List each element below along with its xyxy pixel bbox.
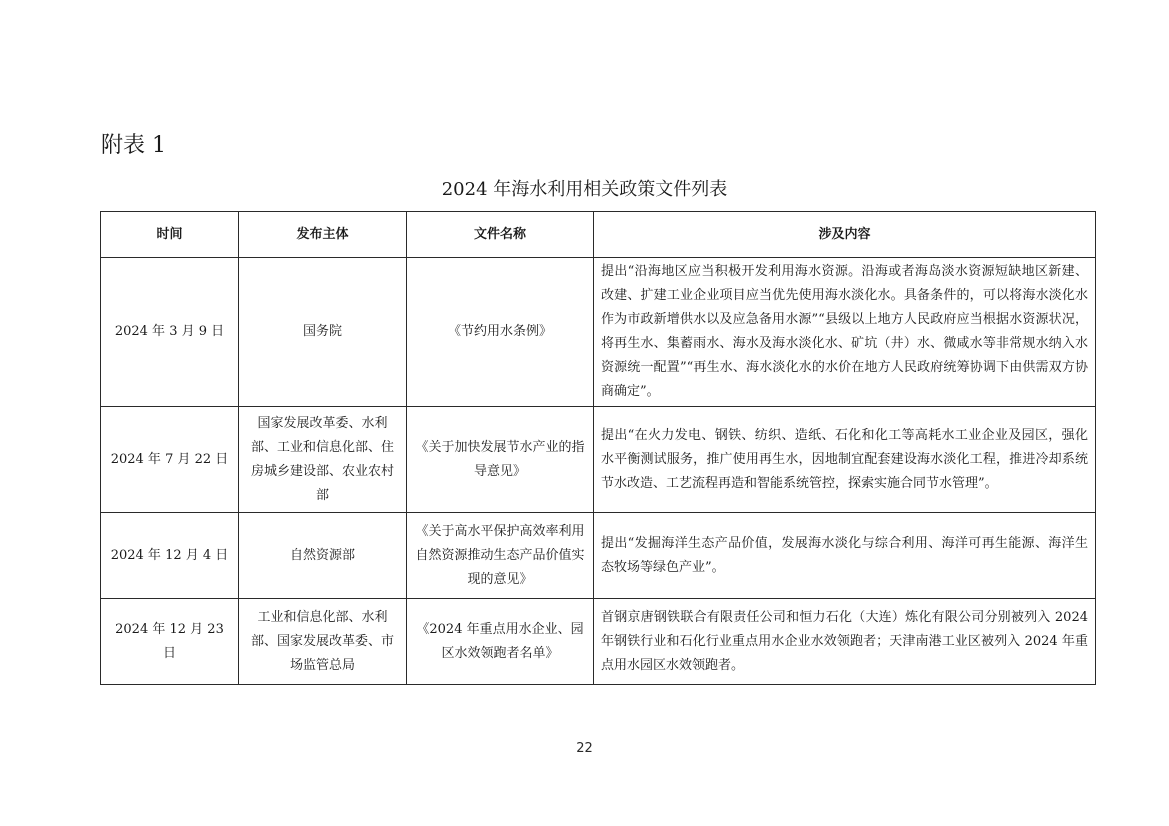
table-header-row <box>101 212 1096 258</box>
header-time: 时间 <box>101 212 239 258</box>
cell-content: 提出“发掘海洋生态产品价值，发展海水淡化与综合利用、海洋可再生能源、海洋生态牧场等绿色产业”。 <box>594 513 1096 599</box>
cell-time: 2024 年 3 月 9 日 <box>101 258 239 407</box>
cell-time: 2024 年 7 月 22 日 <box>101 407 239 513</box>
cell-document: 《关于高水平保护高效率利用自然资源推动生态产品价值实现的意见》 <box>407 513 594 599</box>
table-row <box>101 513 1096 599</box>
table-row <box>101 258 1096 407</box>
cell-issuer: 国家发展改革委、水利部、工业和信息化部、住房城乡建设部、农业农村部 <box>239 407 407 513</box>
cell-time: 2024 年 12 月 4 日 <box>101 513 239 599</box>
cell-document: 《2024 年重点用水企业、园区水效领跑者名单》 <box>407 599 594 685</box>
header-issuer: 发布主体 <box>239 212 407 258</box>
appendix-label: 附表 1 <box>101 133 166 158</box>
header-document: 文件名称 <box>407 212 594 258</box>
cell-content: 首钢京唐钢铁联合有限责任公司和恒力石化（大连）炼化有限公司分别被列入 2024 年钢铁行业和石化行业重点用水企业水效领跑者；天津南港工业区被列入 2024 年重点用水园区水效领跑者。 <box>594 599 1096 685</box>
cell-issuer: 国务院 <box>239 258 407 407</box>
table-row <box>101 599 1096 685</box>
page-number: 22 <box>576 741 593 756</box>
table-row <box>101 407 1096 513</box>
cell-issuer: 自然资源部 <box>239 513 407 599</box>
table-title: 2024 年海水利用相关政策文件列表 <box>441 179 728 200</box>
cell-content: 提出“在火力发电、钢铁、纺织、造纸、石化和化工等高耗水工业企业及园区，强化水平衡测试服务，推广使用再生水，因地制宜配套建设海水淡化工程，推进冷却系统节水改造、工艺流程再造和智能系统管控，探索实施合同节水管理”。 <box>594 407 1096 513</box>
header-content: 涉及内容 <box>594 212 1096 258</box>
cell-content: 提出“沿海地区应当积极开发利用海水资源。沿海或者海岛淡水资源短缺地区新建、改建、扩建工业企业项目应当优先使用海水淡化水。具备条件的，可以将海水淡化水作为市政新增供水以及应急备用水源”“县级以上地方人民政府应当根据水资源状况，将再生水、集蓄雨水、海水及海水淡化水、矿坑（井）水、微咸水等非常规水纳入水资源统一配置”“再生水、海水淡化水的水价在地方人民政府统筹协调下由供需双方协商确定”。 <box>594 258 1096 407</box>
cell-issuer: 工业和信息化部、水利部、国家发展改革委、市场监管总局 <box>239 599 407 685</box>
cell-document: 《节约用水条例》 <box>407 258 594 407</box>
cell-document: 《关于加快发展节水产业的指导意见》 <box>407 407 594 513</box>
cell-time: 2024 年 12 月 23 日 <box>101 599 239 685</box>
policy-document-table <box>100 211 1096 685</box>
